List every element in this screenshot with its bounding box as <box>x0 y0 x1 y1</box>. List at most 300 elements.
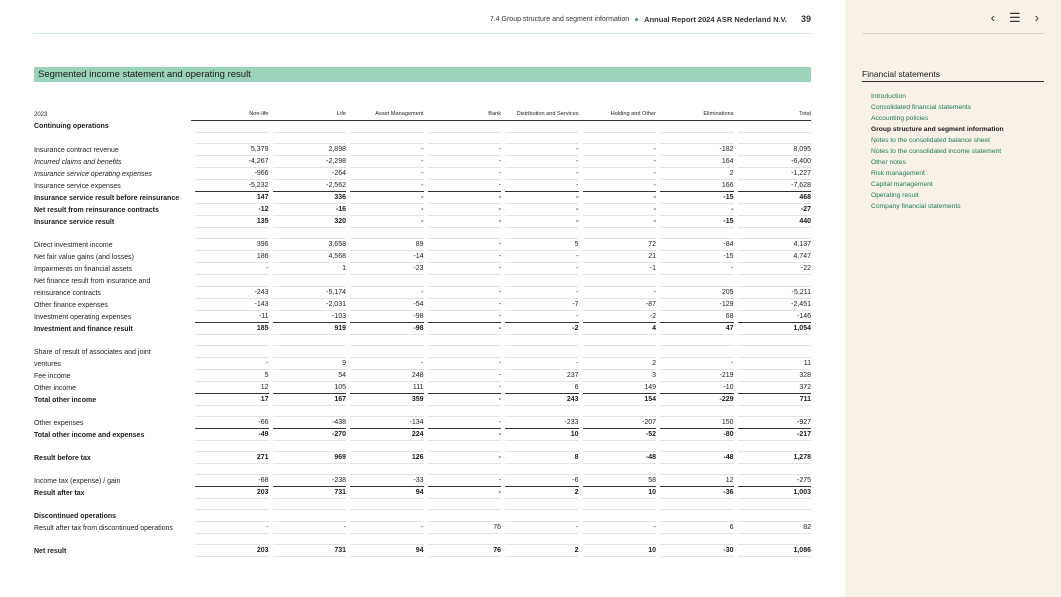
cell-value <box>738 228 812 239</box>
cell-value: -27 <box>738 204 812 216</box>
table-cell <box>734 487 812 499</box>
table-cell <box>656 251 734 263</box>
table-cell <box>269 121 347 134</box>
row-label: Income tax (expense) / gain <box>34 477 121 485</box>
table-cell <box>579 251 657 263</box>
cell-value <box>273 346 347 358</box>
table-cell <box>579 311 657 323</box>
table-cell <box>424 499 502 510</box>
table-cell <box>579 370 657 382</box>
cell-value: - <box>428 382 502 394</box>
table-cell <box>656 239 734 251</box>
toc-item[interactable]: Other notes <box>871 159 906 166</box>
row-label <box>34 406 191 417</box>
table-cell <box>269 228 347 239</box>
table-cell <box>579 429 657 441</box>
row-label: Insurance service expenses <box>34 182 121 190</box>
cell-value: 6 <box>660 522 734 534</box>
cell-value <box>195 534 269 545</box>
cell-value: -927 <box>738 417 812 429</box>
table-cell <box>501 346 579 358</box>
cell-value <box>428 464 502 475</box>
header-section[interactable]: 7.4 Group structure and segment information <box>489 15 630 23</box>
table-cell <box>269 429 347 441</box>
cell-value: 8,095 <box>738 144 812 156</box>
chevron-left-icon[interactable]: ‹ <box>990 10 995 25</box>
table-cell <box>734 121 812 134</box>
table-cell <box>656 204 734 216</box>
table-cell <box>424 144 502 156</box>
table-row <box>34 522 811 534</box>
table-cell <box>346 311 424 323</box>
cell-value <box>583 121 657 133</box>
cell-value: - <box>350 180 424 192</box>
table-cell <box>501 406 579 417</box>
cell-value: 147 <box>195 192 269 204</box>
cell-value: -7,628 <box>738 180 812 192</box>
table-cell <box>191 299 269 311</box>
toc-item[interactable]: Notes to the consolidated income statement <box>871 148 1002 155</box>
cell-value: - <box>505 168 579 180</box>
cell-value: - <box>505 156 579 168</box>
cell-value: 5,379 <box>195 144 269 156</box>
table-cell <box>424 406 502 417</box>
table-cell <box>269 311 347 323</box>
cell-value: 82 <box>738 522 812 534</box>
table-row <box>34 144 811 156</box>
cell-value: 6 <box>505 382 579 394</box>
cell-value <box>428 406 502 417</box>
table-cell <box>734 311 812 323</box>
table-cell <box>656 441 734 452</box>
table-cell <box>269 394 347 406</box>
table-cell <box>191 204 269 216</box>
cell-value: - <box>350 287 424 299</box>
cell-value <box>273 121 347 133</box>
table-cell <box>656 417 734 429</box>
table-cell <box>501 121 579 134</box>
row-label <box>34 441 191 452</box>
table-cell <box>734 168 812 180</box>
toc-item[interactable]: Operating result <box>871 192 919 199</box>
cell-value: 203 <box>195 487 269 499</box>
cell-value: 271 <box>195 452 269 464</box>
cell-value: -48 <box>660 452 734 464</box>
table-cell <box>191 510 269 522</box>
table-cell <box>734 452 812 464</box>
cell-value: - <box>428 370 502 382</box>
table-cell <box>656 545 734 557</box>
cell-value <box>273 406 347 417</box>
table-cell <box>501 499 579 510</box>
table-cell <box>501 358 579 370</box>
table-cell <box>346 382 424 394</box>
table-cell <box>734 534 812 545</box>
row-label <box>34 534 191 545</box>
table-cell <box>424 156 502 168</box>
toc-item[interactable]: Introduction <box>871 93 906 100</box>
row-label: Share of result of associates and joint <box>34 348 151 356</box>
table-cell <box>191 251 269 263</box>
cell-value: 58 <box>583 475 657 487</box>
table-cell <box>269 464 347 475</box>
chevron-right-icon[interactable]: › <box>1034 10 1039 25</box>
cell-value: - <box>350 168 424 180</box>
column-header: Eliminations <box>656 109 734 121</box>
cell-value <box>660 275 734 287</box>
cell-value: - <box>583 204 657 216</box>
table-cell <box>269 452 347 464</box>
table-cell <box>734 228 812 239</box>
table-cell <box>734 475 812 487</box>
cell-value: -98 <box>350 323 424 335</box>
cell-value: 4,747 <box>738 251 812 263</box>
cell-value: -98 <box>350 311 424 323</box>
table-cell <box>579 299 657 311</box>
table-header-row <box>34 109 811 121</box>
cell-value: 1 <box>273 263 347 275</box>
cell-value: 2 <box>505 545 579 557</box>
toc-item[interactable]: Risk management <box>871 170 925 177</box>
header-divider <box>34 33 811 34</box>
table-cell <box>191 545 269 557</box>
cell-value: - <box>350 522 424 534</box>
table-row <box>34 239 811 251</box>
table-cell <box>269 180 347 192</box>
table-cell <box>346 441 424 452</box>
cell-value <box>195 499 269 510</box>
cell-value <box>738 335 812 346</box>
table-cell <box>501 275 579 287</box>
table-cell <box>269 441 347 452</box>
table-cell <box>501 335 579 346</box>
table-cell <box>269 382 347 394</box>
table-row <box>34 452 811 464</box>
spacer-row <box>34 406 811 417</box>
table-row <box>34 168 811 180</box>
column-header: Non-life <box>191 109 269 121</box>
table-cell <box>424 510 502 522</box>
cell-value: - <box>583 287 657 299</box>
table-cell <box>269 156 347 168</box>
table-cell <box>424 358 502 370</box>
cell-value <box>660 228 734 239</box>
cell-value: - <box>350 144 424 156</box>
cell-value: -11 <box>195 311 269 323</box>
cell-value: 54 <box>273 370 347 382</box>
cell-value: 1,054 <box>738 323 812 335</box>
table-row <box>34 323 811 335</box>
table-cell <box>346 263 424 275</box>
cell-value: - <box>350 204 424 216</box>
cell-value: - <box>195 358 269 370</box>
table-cell <box>269 545 347 557</box>
cell-value: -49 <box>195 429 269 441</box>
cell-value: -80 <box>660 429 734 441</box>
spacer-row <box>34 133 811 144</box>
table-row <box>34 487 811 499</box>
table-cell <box>579 192 657 204</box>
table-cell <box>191 133 269 144</box>
cell-value <box>660 441 734 452</box>
table-cell <box>424 287 502 299</box>
sidebar-title: Financial statements <box>862 69 1044 82</box>
toc-item[interactable]: Capital management <box>871 181 933 188</box>
cell-value: 237 <box>505 370 579 382</box>
table-cell <box>579 239 657 251</box>
table-row <box>34 510 811 522</box>
cell-value: -52 <box>583 429 657 441</box>
table-row <box>34 299 811 311</box>
table-cell <box>656 499 734 510</box>
cell-value: 919 <box>273 323 347 335</box>
cell-value <box>428 335 502 346</box>
table-cell <box>501 323 579 335</box>
cell-value: - <box>428 192 502 204</box>
cell-value <box>195 346 269 358</box>
cell-value <box>195 335 269 346</box>
table-cell <box>579 228 657 239</box>
table-cell <box>656 487 734 499</box>
cell-value: - <box>350 216 424 228</box>
table-cell <box>734 192 812 204</box>
cell-value: 205 <box>660 287 734 299</box>
row-label: Result after tax from discontinued operations <box>34 524 173 532</box>
table-cell <box>579 204 657 216</box>
table-cell <box>191 358 269 370</box>
cell-value: 2 <box>505 487 579 499</box>
cell-value: 166 <box>660 180 734 192</box>
table-cell <box>269 475 347 487</box>
cell-value: 224 <box>350 429 424 441</box>
cell-value: 3,658 <box>273 239 347 251</box>
cell-value <box>738 464 812 475</box>
table-cell <box>501 168 579 180</box>
table-cell <box>424 263 502 275</box>
cell-value: - <box>195 522 269 534</box>
cell-value <box>583 228 657 239</box>
table-cell <box>734 545 812 557</box>
table-cell <box>424 168 502 180</box>
table-cell <box>734 358 812 370</box>
table-cell <box>656 168 734 180</box>
toc-item[interactable]: Consolidated financial statements <box>871 104 971 111</box>
spacer-row <box>34 441 811 452</box>
cell-value: 186 <box>195 251 269 263</box>
sidebar-divider <box>862 33 1044 34</box>
cell-value <box>350 464 424 475</box>
table-cell <box>501 464 579 475</box>
table-cell <box>191 156 269 168</box>
cell-value: 1,086 <box>738 545 812 557</box>
cell-value <box>738 121 812 133</box>
cell-value: 47 <box>660 323 734 335</box>
table-cell <box>346 534 424 545</box>
cell-value: -270 <box>273 429 347 441</box>
cell-value: - <box>350 192 424 204</box>
table-cell <box>656 394 734 406</box>
table-cell <box>734 370 812 382</box>
cell-value: - <box>505 216 579 228</box>
cell-value: -229 <box>660 394 734 406</box>
table-cell <box>346 180 424 192</box>
table-cell <box>191 346 269 358</box>
table-cell <box>424 370 502 382</box>
table-cell <box>269 335 347 346</box>
cell-value: 17 <box>195 394 269 406</box>
table-cell <box>579 168 657 180</box>
table-cell <box>269 358 347 370</box>
table-cell <box>346 228 424 239</box>
table-cell <box>346 394 424 406</box>
table-cell <box>191 452 269 464</box>
toc-item[interactable]: Company financial statements <box>871 203 961 210</box>
cell-value: - <box>583 192 657 204</box>
cell-value <box>350 335 424 346</box>
table-cell <box>424 452 502 464</box>
cell-value <box>505 133 579 144</box>
table-cell <box>191 275 269 287</box>
cell-value: 5 <box>195 370 269 382</box>
table-cell <box>346 510 424 522</box>
cell-value <box>660 534 734 545</box>
table-cell <box>734 216 812 228</box>
table-cell <box>191 499 269 510</box>
table-cell <box>424 382 502 394</box>
table-cell <box>424 346 502 358</box>
table-cell <box>424 441 502 452</box>
table-cell <box>191 144 269 156</box>
toc-item[interactable]: Accounting policies <box>871 115 929 122</box>
toc-item[interactable]: Group structure and segment information <box>871 126 1004 133</box>
table-cell <box>656 192 734 204</box>
cell-value: -2 <box>505 323 579 335</box>
cell-value <box>428 275 502 287</box>
cell-value: 468 <box>738 192 812 204</box>
cell-value: -22 <box>738 263 812 275</box>
cell-value <box>505 346 579 358</box>
cell-value: -6,400 <box>738 156 812 168</box>
table-cell <box>346 275 424 287</box>
table-cell <box>424 192 502 204</box>
table-cell <box>424 121 502 134</box>
cell-value: -103 <box>273 311 347 323</box>
cell-value <box>195 406 269 417</box>
cell-value <box>505 335 579 346</box>
table-cell <box>424 299 502 311</box>
cell-value: - <box>195 263 269 275</box>
cell-value: 731 <box>273 545 347 557</box>
cell-value: - <box>428 239 502 251</box>
cell-value: -238 <box>273 475 347 487</box>
cell-value: -23 <box>350 263 424 275</box>
table-cell <box>501 299 579 311</box>
table-cell <box>424 522 502 534</box>
table-cell <box>191 406 269 417</box>
table-cell <box>424 394 502 406</box>
cell-value <box>583 133 657 144</box>
cell-value: - <box>505 287 579 299</box>
cell-value: -5,232 <box>195 180 269 192</box>
spacer-row <box>34 534 811 545</box>
table-cell <box>656 287 734 299</box>
cell-value: -2,031 <box>273 299 347 311</box>
table-row <box>34 311 811 323</box>
cell-value: -54 <box>350 299 424 311</box>
table-cell <box>269 251 347 263</box>
cell-value: -84 <box>660 239 734 251</box>
table-cell <box>656 510 734 522</box>
table-cell <box>269 323 347 335</box>
cell-value: -87 <box>583 299 657 311</box>
table-cell <box>501 287 579 299</box>
cell-value <box>505 534 579 545</box>
table-cell <box>424 239 502 251</box>
table-cell <box>579 335 657 346</box>
cell-value <box>505 228 579 239</box>
cell-value <box>505 406 579 417</box>
table-cell <box>656 156 734 168</box>
table-cell <box>501 192 579 204</box>
cell-value: 167 <box>273 394 347 406</box>
table-cell <box>346 133 424 144</box>
cell-value: 154 <box>583 394 657 406</box>
table-cell <box>501 510 579 522</box>
cell-value <box>738 510 812 522</box>
table-cell <box>346 121 424 134</box>
cell-value: 440 <box>738 216 812 228</box>
cell-value <box>583 510 657 522</box>
cell-value: - <box>660 204 734 216</box>
spacer-row <box>34 228 811 239</box>
cell-value: 4,137 <box>738 239 812 251</box>
table-cell <box>269 299 347 311</box>
cell-value <box>350 121 424 133</box>
table-cell <box>579 406 657 417</box>
table-cell <box>579 121 657 134</box>
cell-value <box>583 499 657 510</box>
table-cell <box>734 382 812 394</box>
cell-value <box>350 534 424 545</box>
table-cell <box>579 452 657 464</box>
table-cell <box>424 216 502 228</box>
table-row <box>34 417 811 429</box>
sidebar <box>845 0 1061 597</box>
cell-value: - <box>505 311 579 323</box>
table-cell <box>656 121 734 134</box>
menu-icon[interactable]: ☰ <box>1009 10 1021 25</box>
table-row <box>34 545 811 557</box>
toc-item[interactable]: Notes to the consolidated balance sheet <box>871 137 990 144</box>
table-cell <box>656 263 734 275</box>
table-cell <box>191 121 269 134</box>
cell-value: 10 <box>583 487 657 499</box>
table-cell <box>346 251 424 263</box>
cell-value: 68 <box>660 311 734 323</box>
table-cell <box>734 144 812 156</box>
cell-value: - <box>505 192 579 204</box>
table-cell <box>656 133 734 144</box>
table-cell <box>656 216 734 228</box>
cell-value: - <box>428 251 502 263</box>
cell-value: 969 <box>273 452 347 464</box>
table-cell <box>269 275 347 287</box>
row-label: Discontinued operations <box>34 512 117 520</box>
cell-value: - <box>428 475 502 487</box>
table-cell <box>734 441 812 452</box>
cell-value: 320 <box>273 216 347 228</box>
table-cell <box>346 464 424 475</box>
